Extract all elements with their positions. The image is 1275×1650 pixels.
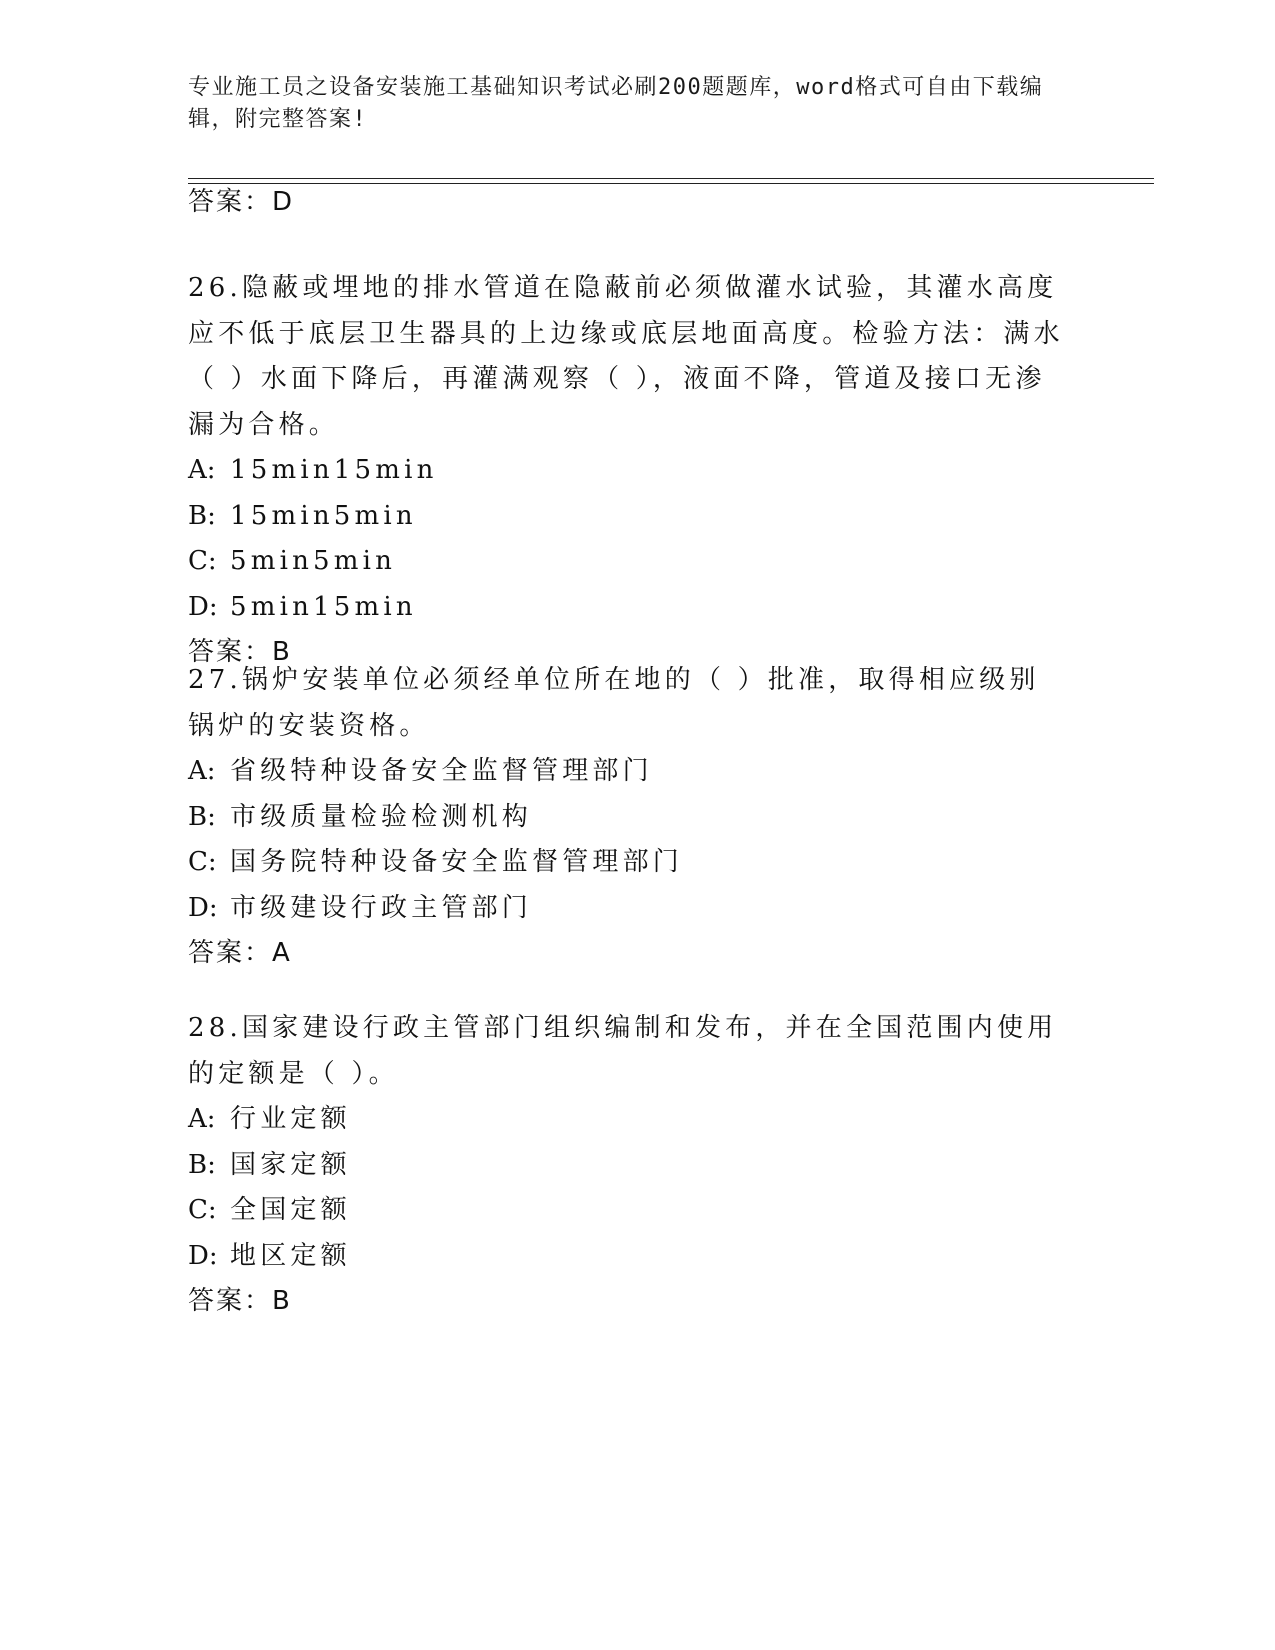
option-text: 15min15min bbox=[230, 455, 438, 485]
header-divider-top bbox=[188, 178, 1154, 179]
option-text: 行业定额 bbox=[230, 1104, 351, 1134]
option-c bbox=[188, 1188, 1088, 1234]
option-letter: D: bbox=[188, 892, 218, 923]
option-text: 市级建设行政主管部门 bbox=[230, 892, 533, 923]
option-letter: B: bbox=[188, 500, 216, 531]
question-stem: 28.国家建设行政主管部门组织编制和发布，并在全国范围内使用的定额是（ ）。 bbox=[188, 1013, 1058, 1089]
option-letter: A: bbox=[188, 455, 216, 485]
option-text: 地区定额 bbox=[230, 1240, 351, 1271]
option-text: 5min5min bbox=[230, 546, 397, 576]
option-b bbox=[188, 494, 1088, 540]
option-letter: A: bbox=[188, 1104, 216, 1134]
option-letter: B: bbox=[188, 801, 216, 832]
answer-line: 答案：A bbox=[188, 938, 292, 968]
option-text: 国家定额 bbox=[230, 1149, 351, 1180]
option-d bbox=[188, 585, 1088, 631]
option-c bbox=[188, 840, 1088, 886]
answer-line: 答案：B bbox=[188, 637, 292, 667]
option-text: 5min15min bbox=[230, 591, 417, 622]
option-text: 全国定额 bbox=[230, 1195, 351, 1225]
option-letter: C: bbox=[188, 1195, 217, 1225]
question-27 bbox=[188, 658, 1088, 971]
option-text: 市级质量检验检测机构 bbox=[230, 801, 533, 832]
question-stem: 27.锅炉安装单位必须经单位所在地的（ ）批准，取得相应级别锅炉的安装资格。 bbox=[188, 665, 1040, 741]
option-letter: C: bbox=[188, 546, 217, 576]
option-c bbox=[188, 539, 1088, 585]
option-text: 省级特种设备安全监督管理部门 bbox=[230, 756, 653, 786]
option-b bbox=[188, 795, 1088, 841]
option-letter: A: bbox=[188, 756, 216, 786]
option-d bbox=[188, 1234, 1088, 1280]
option-a bbox=[188, 749, 1088, 795]
option-letter: C: bbox=[188, 847, 217, 877]
option-letter: D: bbox=[188, 1240, 218, 1271]
question-26 bbox=[188, 266, 1088, 670]
option-text: 15min5min bbox=[230, 500, 417, 531]
option-letter: D: bbox=[188, 591, 218, 622]
option-d bbox=[188, 886, 1088, 932]
option-a bbox=[188, 1097, 1088, 1143]
option-a bbox=[188, 448, 1088, 494]
option-letter: B: bbox=[188, 1149, 216, 1180]
question-stem: 26.隐蔽或埋地的排水管道在隐蔽前必须做灌水试验，其灌水高度应不低于底层卫生器具的上边缘或底层地面高度。检验方法：满水（ ）水面下降后，再灌满观察（ ），液面不降，管道及接口无渗漏为合格。 bbox=[188, 273, 1064, 440]
page-header: 专业施工员之设备安装施工基础知识考试必刷200题题库，word格式可自由下载编辑，附完整答案! bbox=[188, 75, 1044, 132]
question-28 bbox=[188, 1006, 1088, 1319]
previous-answer: 答案：D bbox=[188, 187, 295, 217]
option-b bbox=[188, 1143, 1088, 1189]
option-text: 国务院特种设备安全监督管理部门 bbox=[230, 847, 684, 877]
answer-line: 答案：B bbox=[188, 1286, 292, 1316]
